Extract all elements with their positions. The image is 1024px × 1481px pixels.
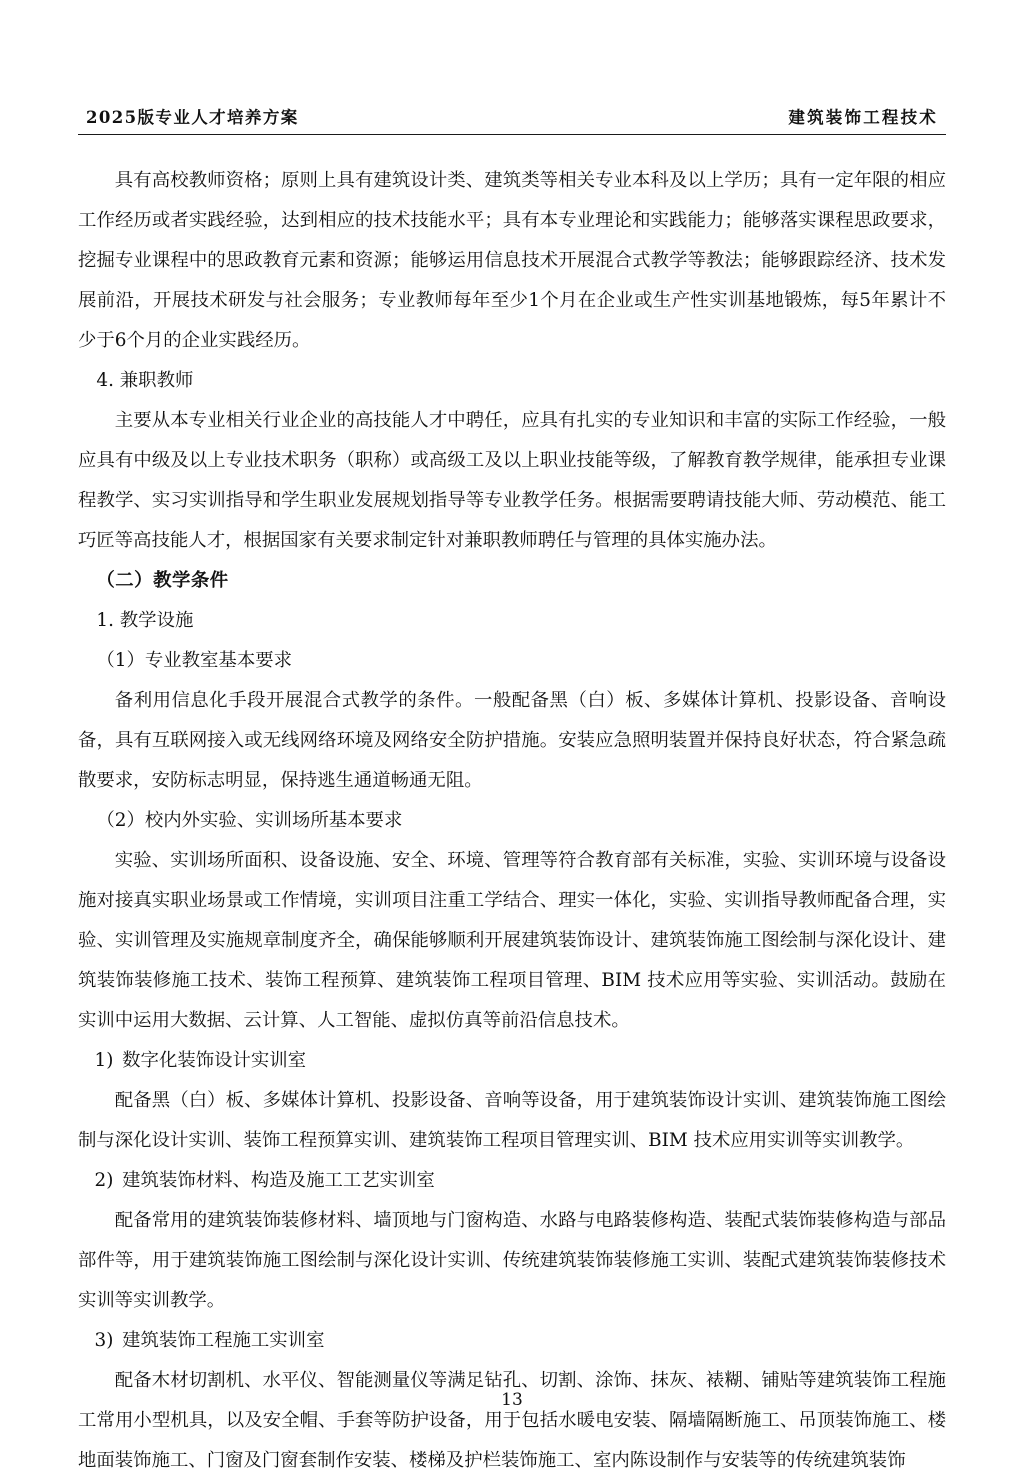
list-item-title: 建筑装饰材料、构造及施工工艺实训室 bbox=[122, 1170, 435, 1191]
heading-teaching-conditions: （二）教学条件 bbox=[96, 570, 229, 591]
running-header bbox=[78, 104, 946, 135]
heading-classroom-requirements: （1）专业教室基本要求 bbox=[96, 650, 292, 671]
list-item-title: 数字化装饰设计实训室 bbox=[122, 1050, 307, 1071]
list-item bbox=[78, 1161, 946, 1201]
list-item-description: 配备黑（白）板、多媒体计算机、投影设备、音响等设备，用于建筑装饰设计实训、建筑装饰施工图绘制与深化设计实训、装饰工程预算实训、建筑装饰工程项目管理实训、BIM 技术应用实训等实训教学。 bbox=[78, 1090, 946, 1151]
heading-part-time-teachers: 4. 兼职教师 bbox=[96, 370, 194, 391]
heading-lab-requirements: （2）校内外实验、实训场所基本要求 bbox=[96, 810, 403, 831]
list-item-number: 3) bbox=[94, 1330, 114, 1351]
paragraph-teacher-qualification: 具有高校教师资格；原则上具有建筑设计类、建筑类等相关专业本科及以上学历；具有一定年限的相应工作经历或者实践经验，达到相应的技术技能水平；具有本专业理论和实践能力；能够落实课程思政要求，挖掘专业课程中的思政教育元素和资源；能够运用信息技术开展混合式教学等教法；能够跟踪经济、技术发展前沿，开展技术研发与社会服务；专业教师每年至少1个月在企业或生产性实训基地锻炼，每5年累计不少于6个月的企业实践经历。 bbox=[78, 170, 946, 351]
list-item-title: 建筑装饰工程施工实训室 bbox=[122, 1330, 325, 1351]
list-item-description: 配备木材切割机、水平仪、智能测量仪等满足钻孔、切割、涂饰、抹灰、裱糊、铺贴等建筑装饰工程施工常用小型机具，以及安全帽、手套等防护设备，用于包括水暖电安装、隔墙隔断施工、吊顶装饰施工、楼地面装饰施工、门窗及门窗套制作安装、楼梯及护栏装饰施工、室内陈设制作与安装等的传统建筑装饰 bbox=[78, 1370, 946, 1471]
list-item-number: 2) bbox=[94, 1170, 114, 1191]
paragraph-part-time-teachers: 主要从本专业相关行业企业的高技能人才中聘任，应具有扎实的专业知识和丰富的实际工作经验，一般应具有中级及以上专业技术职务（职称）或高级工及以上职业技能等级，了解教育教学规律，能承担专业课程教学、实习实训指导和学生职业发展规划指导等专业教学任务。根据需要聘请技能大师、劳动模范、能工巧匠等高技能人才，根据国家有关要求制定针对兼职教师聘任与管理的具体实施办法。 bbox=[78, 410, 946, 551]
page-body bbox=[78, 161, 946, 1481]
list-item-description: 配备常用的建筑装饰装修材料、墙顶地与门窗构造、水路与电路装修构造、装配式装饰装修构造与部品部件等，用于建筑装饰施工图绘制与深化设计实训、传统建筑装饰装修施工实训、装配式建筑装饰装修技术实训等实训教学。 bbox=[78, 1210, 946, 1311]
header-left-title: 2025版专业人才培养方案 bbox=[86, 108, 299, 127]
page-number: 13 bbox=[501, 1390, 523, 1410]
list-item bbox=[78, 1321, 946, 1361]
list-item-number: 1) bbox=[94, 1050, 114, 1071]
header-right-title: 建筑装饰工程技术 bbox=[788, 108, 938, 127]
heading-teaching-facilities: 1. 教学设施 bbox=[96, 610, 194, 631]
list-item bbox=[78, 1041, 946, 1081]
paragraph-classroom-requirements: 备利用信息化手段开展混合式教学的条件。一般配备黑（白）板、多媒体计算机、投影设备、音响设备，具有互联网接入或无线网络环境及网络安全防护措施。安装应急照明装置并保持良好状态，符合紧急疏散要求，安防标志明显，保持逃生通道畅通无阻。 bbox=[78, 690, 946, 791]
paragraph-lab-requirements: 实验、实训场所面积、设备设施、安全、环境、管理等符合教育部有关标准，实验、实训环境与设备设施对接真实职业场景或工作情境，实训项目注重工学结合、理实一体化，实验、实训指导教师配备合理，实验、实训管理及实施规章制度齐全，确保能够顺利开展建筑装饰设计、建筑装饰施工图绘制与深化设计、建筑装饰装修施工技术、装饰工程预算、建筑装饰工程项目管理、BIM 技术应用等实验、实训活动。鼓励在实训中运用大数据、云计算、人工智能、虚拟仿真等前沿信息技术。 bbox=[78, 850, 946, 1031]
